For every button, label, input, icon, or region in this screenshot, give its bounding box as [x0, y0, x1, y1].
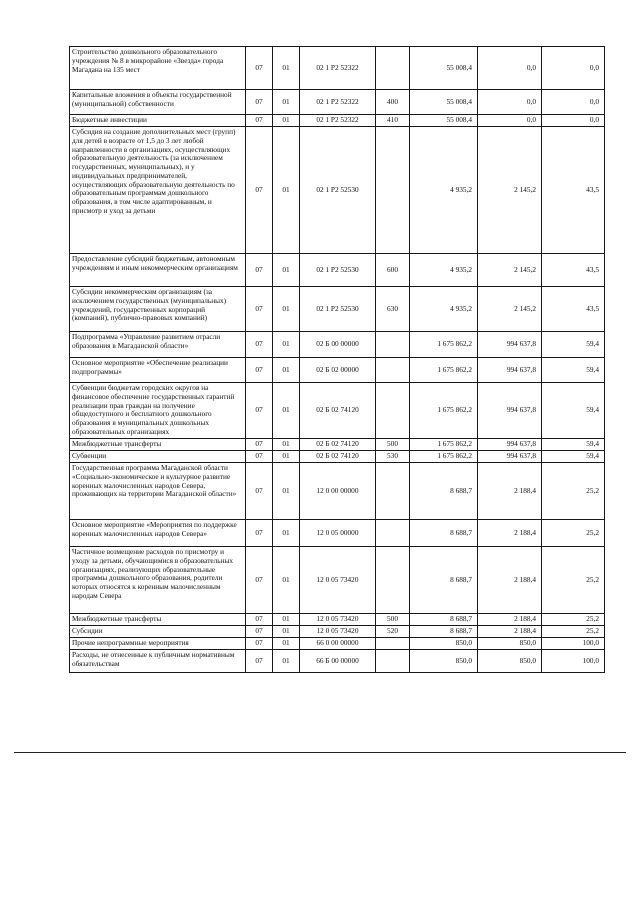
cell-pct: 25,2: [542, 614, 605, 626]
cell-plan: 55 008,4: [410, 47, 478, 90]
cell-csr: 12 0 00 00000: [300, 463, 376, 520]
cell-rz: 07: [246, 47, 273, 90]
cell-csr: 02 Б 02 74120: [300, 383, 376, 439]
table-row: [70, 115, 605, 127]
cell-name: Государственная программа Магаданской области «Социально-экономическое и культурное развитие коренных малочисленных народов Севера, проживающих на территории Магаданской области»: [70, 463, 246, 520]
cell-name: Подпрограмма «Управление развитием отрасли образования в Магаданской области»: [70, 332, 246, 358]
cell-pr: 01: [273, 463, 300, 520]
cell-vr: 400: [376, 90, 410, 115]
table-row: [70, 358, 605, 383]
table-row: [70, 287, 605, 332]
cell-pr: 01: [273, 332, 300, 358]
cell-rz: 07: [246, 650, 273, 673]
cell-pr: 01: [273, 638, 300, 650]
cell-rz: 07: [246, 451, 273, 463]
table-row: [70, 127, 605, 254]
cell-fact: 2 188,4: [478, 547, 542, 614]
table-row: [70, 614, 605, 626]
cell-fact: 994 637,8: [478, 383, 542, 439]
table-row: [70, 90, 605, 115]
cell-vr: [376, 332, 410, 358]
cell-name: Субсидии: [70, 626, 246, 638]
cell-rz: 07: [246, 439, 273, 451]
table-row: [70, 463, 605, 520]
cell-csr: 02 1 Р2 52322: [300, 115, 376, 127]
cell-fact: 2 188,4: [478, 614, 542, 626]
cell-name: Субсидии некоммерческим организациям (за исключением государственных (муниципальных) учреждений, государственных корпораций (компаний), публично-правовых компаний): [70, 287, 246, 332]
cell-csr: 66 0 00 00000: [300, 638, 376, 650]
cell-vr: 500: [376, 614, 410, 626]
cell-rz: 07: [246, 254, 273, 287]
cell-name: Межбюджетные трансферты: [70, 439, 246, 451]
cell-fact: 2 188,4: [478, 463, 542, 520]
cell-plan: 55 008,4: [410, 90, 478, 115]
cell-plan: 8 688,7: [410, 547, 478, 614]
cell-name: Межбюджетные трансферты: [70, 614, 246, 626]
cell-pr: 01: [273, 115, 300, 127]
cell-pr: 01: [273, 90, 300, 115]
cell-name: Строительство дошкольного образовательного учреждения № 8 в микрорайоне «Звезда» города Магадана на 135 мест: [70, 47, 246, 90]
cell-csr: 02 1 Р2 52530: [300, 287, 376, 332]
cell-rz: 07: [246, 90, 273, 115]
cell-pr: 01: [273, 451, 300, 463]
cell-vr: [376, 463, 410, 520]
cell-pr: 01: [273, 439, 300, 451]
cell-rz: 07: [246, 520, 273, 547]
cell-plan: 1 675 862,2: [410, 332, 478, 358]
table-row: [70, 638, 605, 650]
table-row: [70, 254, 605, 287]
cell-csr: 02 Б 02 74120: [300, 439, 376, 451]
cell-fact: 994 637,8: [478, 358, 542, 383]
cell-pr: 01: [273, 520, 300, 547]
cell-csr: 12 0 05 73420: [300, 626, 376, 638]
cell-pct: 100,0: [542, 638, 605, 650]
cell-fact: 850,0: [478, 638, 542, 650]
table-row: [70, 451, 605, 463]
cell-pct: 25,2: [542, 463, 605, 520]
cell-vr: 630: [376, 287, 410, 332]
cell-fact: 994 637,8: [478, 451, 542, 463]
cell-csr: 12 0 05 00000: [300, 520, 376, 547]
cell-pct: 43,5: [542, 287, 605, 332]
cell-rz: 07: [246, 463, 273, 520]
cell-vr: [376, 547, 410, 614]
cell-vr: 520: [376, 626, 410, 638]
cell-rz: 07: [246, 547, 273, 614]
cell-csr: 02 1 Р2 52322: [300, 90, 376, 115]
table-row: [70, 520, 605, 547]
cell-name: Субвенции: [70, 451, 246, 463]
cell-pct: 43,5: [542, 254, 605, 287]
cell-pr: 01: [273, 383, 300, 439]
cell-plan: 850,0: [410, 638, 478, 650]
cell-plan: 8 688,7: [410, 626, 478, 638]
cell-name: Частичное возмещение расходов по присмотру и уходу за детьми, обучающимися в образовательных организациях, реализующих образовательные программы дошкольного образования, родители которых относятся к коренным малочисленным народам Севера: [70, 547, 246, 614]
cell-csr: 02 1 Р2 52322: [300, 47, 376, 90]
table-row: [70, 650, 605, 673]
cell-pct: 43,5: [542, 127, 605, 254]
cell-rz: 07: [246, 638, 273, 650]
cell-rz: 07: [246, 614, 273, 626]
cell-pct: 0,0: [542, 115, 605, 127]
cell-pct: 59,4: [542, 451, 605, 463]
table-row: [70, 383, 605, 439]
cell-fact: 850,0: [478, 650, 542, 673]
cell-rz: 07: [246, 332, 273, 358]
page-bottom-rule: [14, 752, 626, 753]
table-row: [70, 47, 605, 90]
cell-plan: 8 688,7: [410, 463, 478, 520]
cell-vr: [376, 520, 410, 547]
cell-pct: 59,4: [542, 358, 605, 383]
cell-pr: 01: [273, 650, 300, 673]
cell-pct: 59,4: [542, 383, 605, 439]
cell-plan: 1 675 862,2: [410, 358, 478, 383]
cell-vr: [376, 358, 410, 383]
table-body: [70, 47, 605, 673]
table-row: [70, 439, 605, 451]
cell-pr: 01: [273, 547, 300, 614]
cell-fact: 0,0: [478, 47, 542, 90]
cell-plan: 1 675 862,2: [410, 451, 478, 463]
cell-plan: 4 935,2: [410, 254, 478, 287]
cell-pr: 01: [273, 614, 300, 626]
cell-csr: 02 1 Р2 52530: [300, 127, 376, 254]
cell-pr: 01: [273, 626, 300, 638]
cell-vr: 530: [376, 451, 410, 463]
cell-pct: 25,2: [542, 520, 605, 547]
cell-pr: 01: [273, 287, 300, 332]
cell-name: Основное мероприятие «Мероприятия по поддержке коренных малочисленных народов Севера»: [70, 520, 246, 547]
cell-name: Расходы, не отнесенные к публичным нормативным обязательствам: [70, 650, 246, 673]
cell-vr: [376, 127, 410, 254]
cell-name: Бюджетные инвестиции: [70, 115, 246, 127]
cell-vr: [376, 383, 410, 439]
cell-fact: 2 188,4: [478, 626, 542, 638]
cell-rz: 07: [246, 115, 273, 127]
cell-plan: 8 688,7: [410, 614, 478, 626]
cell-vr: [376, 47, 410, 90]
cell-fact: 2 145,2: [478, 127, 542, 254]
cell-pct: 25,2: [542, 547, 605, 614]
cell-fact: 994 637,8: [478, 332, 542, 358]
cell-name: Капитальные вложения в объекты государственной (муниципальной) собственности: [70, 90, 246, 115]
cell-vr: 500: [376, 439, 410, 451]
cell-pr: 01: [273, 358, 300, 383]
table-row: [70, 547, 605, 614]
cell-fact: 0,0: [478, 90, 542, 115]
cell-fact: 994 637,8: [478, 439, 542, 451]
cell-plan: 4 935,2: [410, 287, 478, 332]
cell-vr: [376, 638, 410, 650]
cell-plan: 1 675 862,2: [410, 383, 478, 439]
cell-plan: 850,0: [410, 650, 478, 673]
cell-vr: 410: [376, 115, 410, 127]
cell-pct: 0,0: [542, 90, 605, 115]
cell-rz: 07: [246, 626, 273, 638]
cell-name: Прочие непрограммные мероприятия: [70, 638, 246, 650]
table-row: [70, 626, 605, 638]
cell-csr: 66 Б 00 00000: [300, 650, 376, 673]
cell-csr: 02 Б 02 00000: [300, 358, 376, 383]
cell-pct: 0,0: [542, 47, 605, 90]
cell-plan: 4 935,2: [410, 127, 478, 254]
cell-vr: 600: [376, 254, 410, 287]
cell-name: Предоставление субсидий бюджетным, автономным учреждениям и иным некоммерческим организациям: [70, 254, 246, 287]
cell-name: Субвенции бюджетам городских округов на финансовое обеспечение государственных гарантий реализации прав граждан на получение общедоступного и бесплатного дошкольного образования в муниципальных дошкольных образовательных организациях: [70, 383, 246, 439]
cell-rz: 07: [246, 127, 273, 254]
cell-pr: 01: [273, 47, 300, 90]
cell-vr: [376, 650, 410, 673]
cell-pct: 25,2: [542, 626, 605, 638]
cell-fact: 2 145,2: [478, 287, 542, 332]
cell-rz: 07: [246, 287, 273, 332]
cell-name: Основное мероприятие «Обеспечение реализации подпрограммы»: [70, 358, 246, 383]
cell-fact: 2 145,2: [478, 254, 542, 287]
cell-name: Субсидия на создание дополнительных мест (групп) для детей в возрасте от 1,5 до 3 лет любой направленности в организациях, осуществляющих образовательную деятельность (за исключением государственных, муниципальных), и у индивидуальных предпринимателей, осуществляющих образовательную деятельность по образовательным программам дошкольного образования, в том числе адаптированным, и присмотр и уход за детьми: [70, 127, 246, 254]
cell-csr: 12 0 05 73420: [300, 547, 376, 614]
cell-pct: 59,4: [542, 439, 605, 451]
cell-csr: 12 0 05 73420: [300, 614, 376, 626]
budget-table: [69, 46, 605, 673]
cell-plan: 8 688,7: [410, 520, 478, 547]
cell-plan: 1 675 862,2: [410, 439, 478, 451]
cell-plan: 55 008,4: [410, 115, 478, 127]
table-row: [70, 332, 605, 358]
cell-csr: 02 Б 00 00000: [300, 332, 376, 358]
cell-fact: 2 188,4: [478, 520, 542, 547]
cell-rz: 07: [246, 358, 273, 383]
cell-pr: 01: [273, 127, 300, 254]
cell-fact: 0,0: [478, 115, 542, 127]
cell-pr: 01: [273, 254, 300, 287]
cell-csr: 02 1 Р2 52530: [300, 254, 376, 287]
cell-pct: 59,4: [542, 332, 605, 358]
cell-csr: 02 Б 02 74120: [300, 451, 376, 463]
cell-pct: 100,0: [542, 650, 605, 673]
cell-rz: 07: [246, 383, 273, 439]
